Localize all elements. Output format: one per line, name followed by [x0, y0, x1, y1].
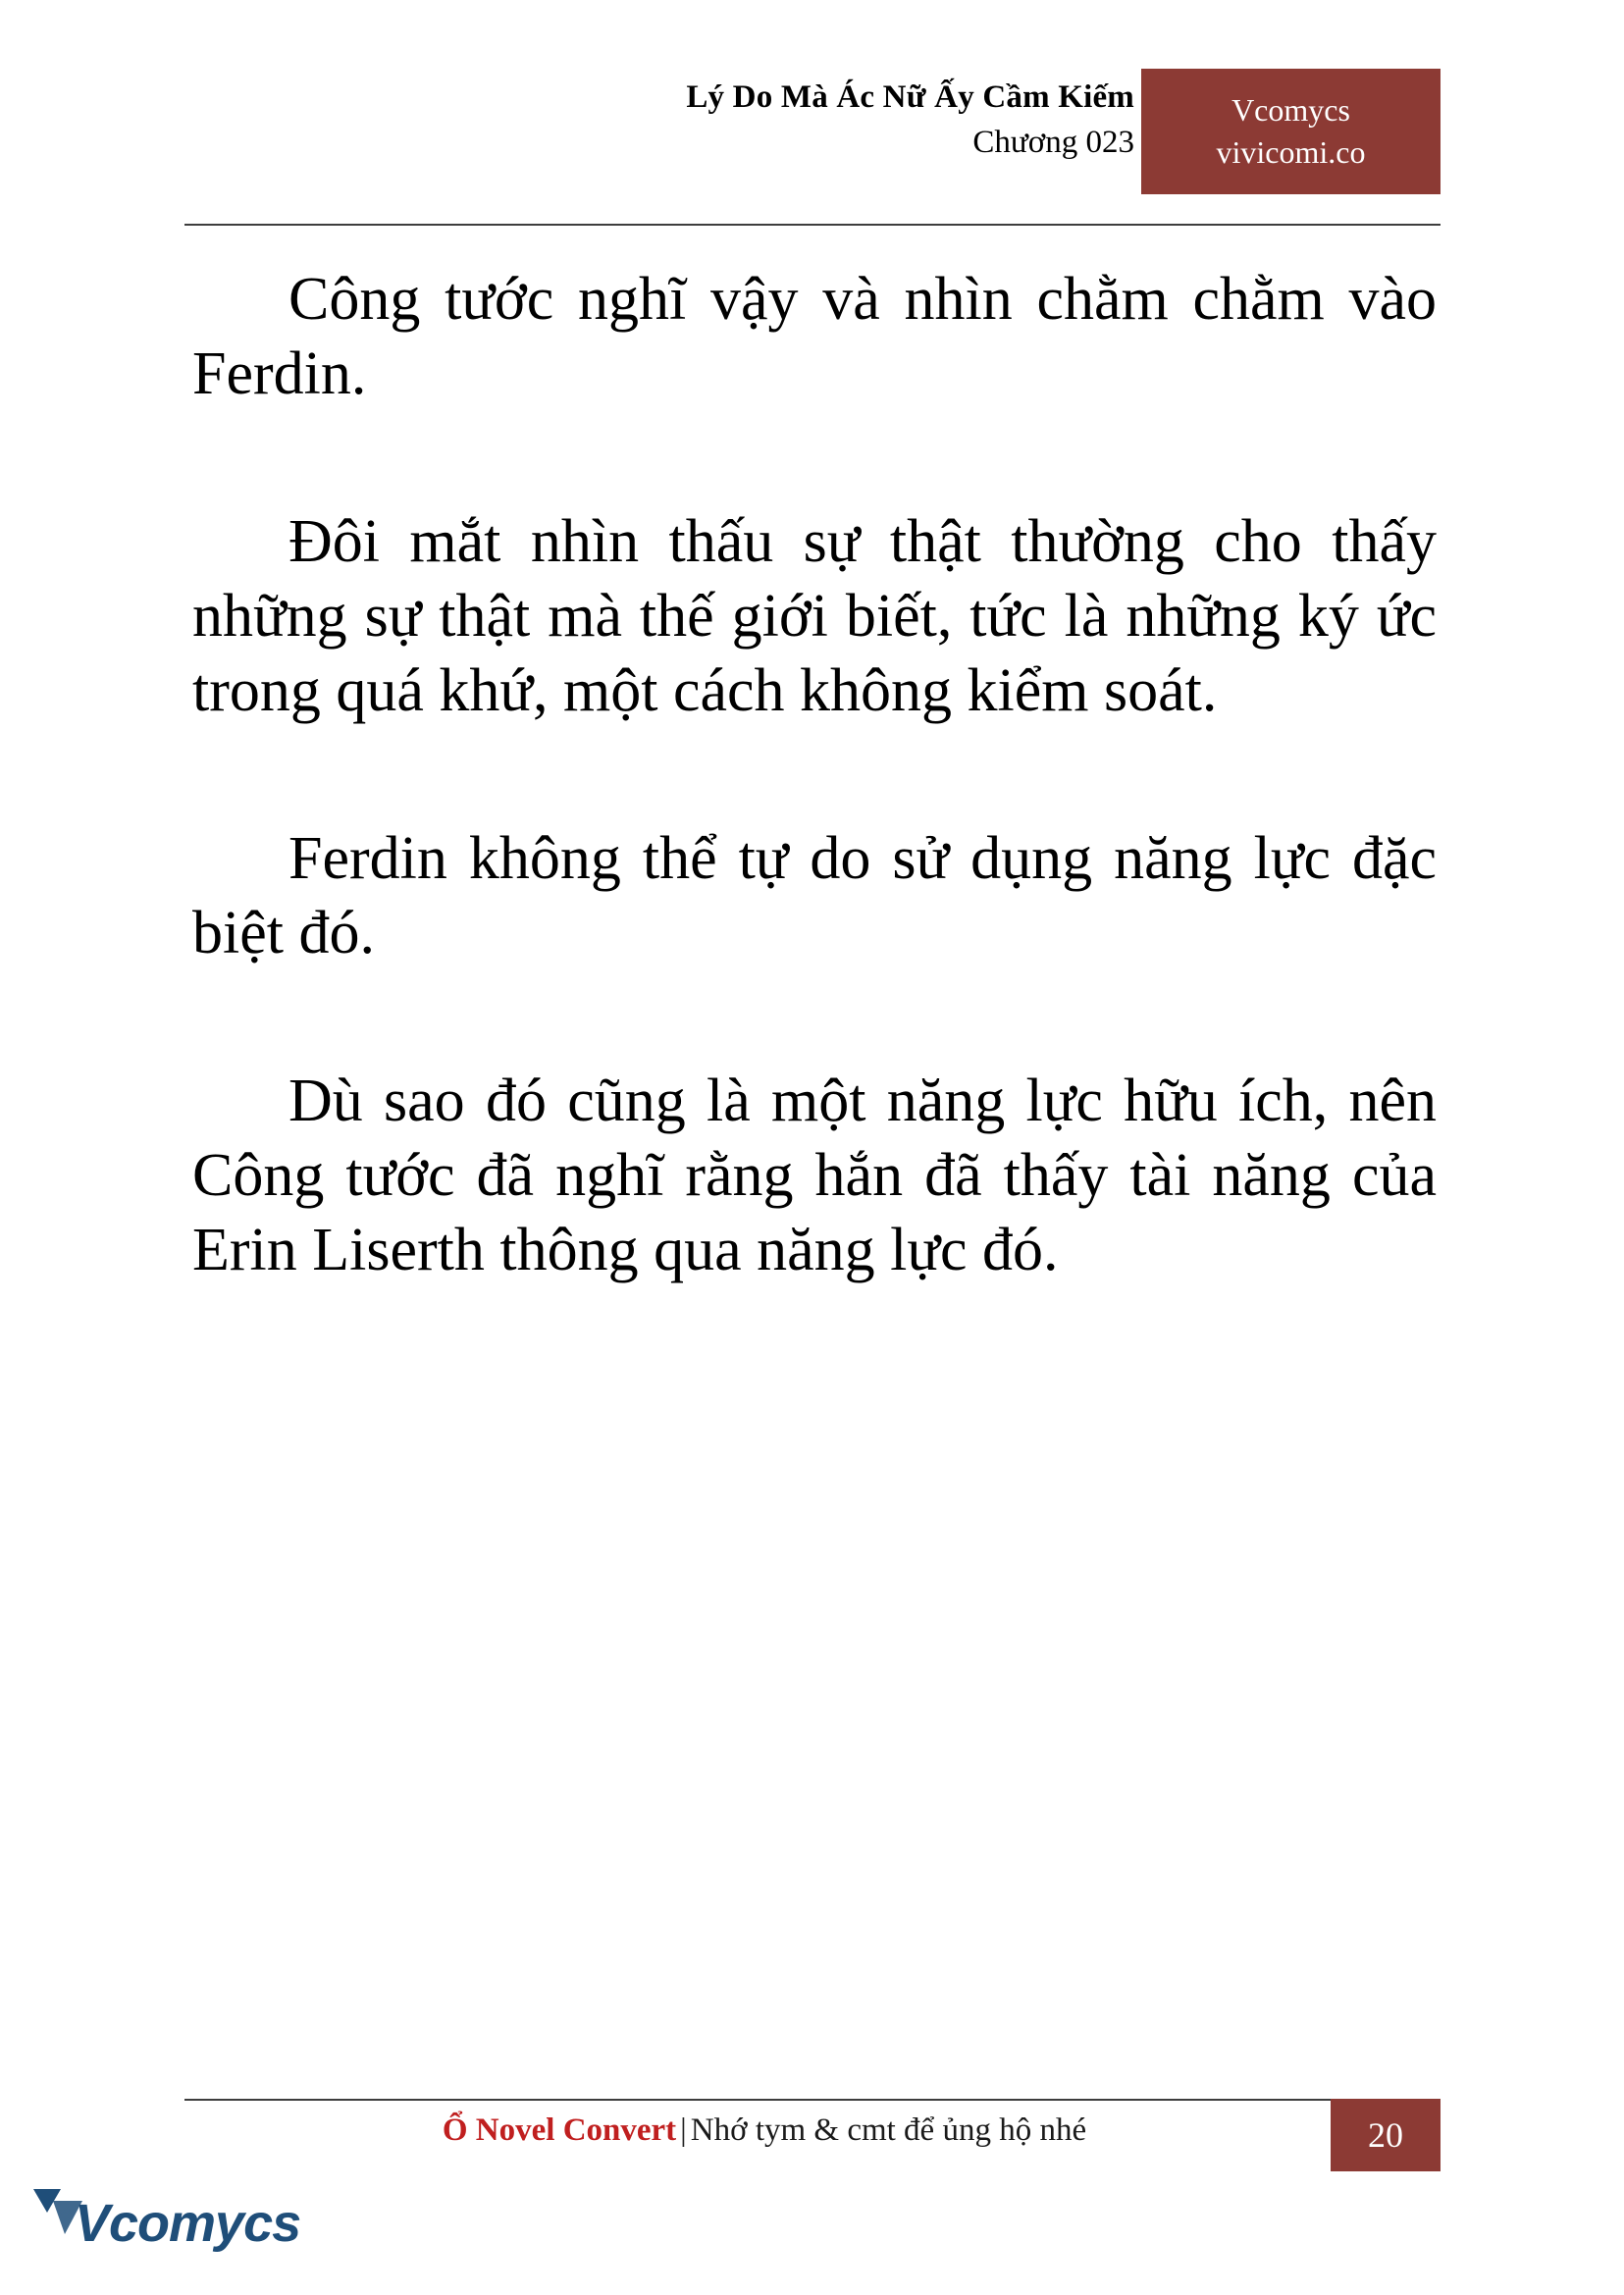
chapter-label: Chương 023	[972, 125, 1134, 161]
paragraph: Ferdin không thể tự do sử dụng năng lực đặc biệt đó.	[192, 825, 1437, 966]
footer-separator: |	[680, 2112, 687, 2148]
page-footer	[184, 2103, 1441, 2177]
page-header	[184, 77, 1441, 224]
site-badge-name: Vcomycs	[1231, 91, 1350, 128]
paragraph: Đôi mắt nhìn thấu sự thật thường cho thấy những sự thật mà thế giới biết, tức là những ký ức trong quá khứ, một cách không kiểm soát.	[192, 508, 1437, 724]
paragraph: Dù sao đó cũng là một năng lực hữu ích, nên Công tước đã nghĩ rằng hắn đã thấy tài năng của Erin Liserth thông qua năng lực đó.	[192, 1068, 1437, 1283]
paragraph: Công tước nghĩ vậy và nhìn chằm chằm vào Ferdin.	[192, 266, 1437, 407]
footer-brand: Ổ Novel Convert	[442, 2112, 677, 2148]
book-title: Lý Do Mà Ác Nữ Ấy Cầm Kiếm	[686, 79, 1134, 115]
header-title-block	[686, 77, 1134, 163]
watermark-text: Vcomycs	[75, 2194, 301, 2253]
page-number-badge: 20	[1331, 2099, 1441, 2171]
footer-credit	[184, 2112, 1344, 2149]
watermark-logo	[31, 2179, 301, 2273]
site-badge	[1141, 69, 1441, 194]
site-badge-url: vivicomi.co	[1216, 134, 1366, 170]
page-content	[192, 263, 1437, 1287]
footer-note: Nhớ tym & cmt để ủng hộ nhé	[690, 2112, 1087, 2148]
footer-divider	[184, 2099, 1441, 2101]
header-divider	[184, 224, 1441, 226]
